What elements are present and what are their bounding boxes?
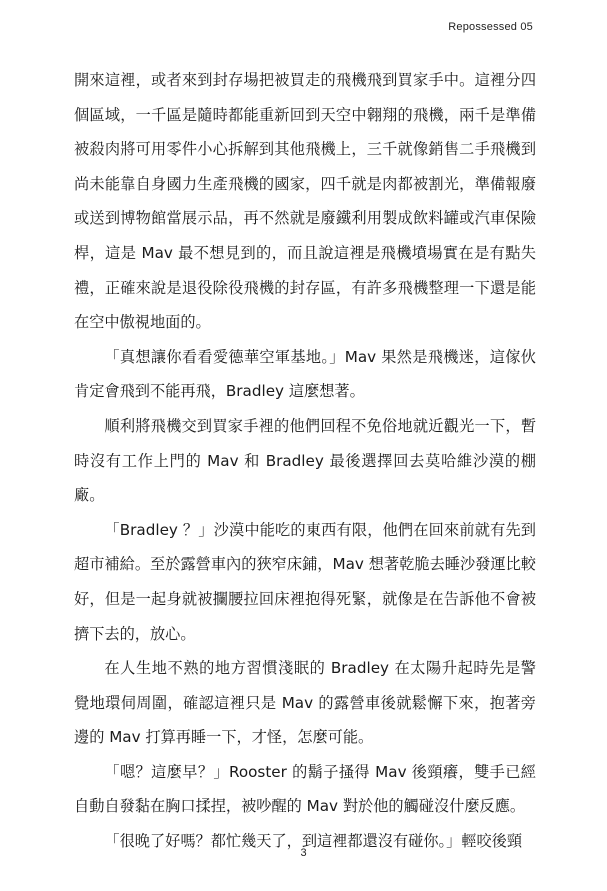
paragraph: 「很晚了好嗎？都忙幾天了，到這裡都還沒有碰你。」輕咬後頸: [104, 832, 523, 851]
paragraph: 「Bradley ？」沙漠中能吃的東西有限，他們在回來前就有先到超市補給。至於露營車內的狹窄床鋪，Mav 想著乾脆去睡沙發運比較好，但是一起身就被攔腰拉回床裡抱得死緊，就像是在告訴他不會被擠下去的，放心。: [74, 520, 536, 643]
paragraph: 「嗯？這麼早？」Rooster 的鬍子搔得 Mav 後頸癢，雙手已經自動自發黏在胸口揉捏，被吵醒的 Mav 對於他的觸碰沒什麼反應。: [74, 762, 536, 816]
paragraph: 順利將飛機交到買家手裡的他們回程不免俗地就近觀光一下，暫時沒有工作上門的 Mav 和 Bradley 最後選擇回去莫哈維沙漠的棚廠。: [74, 416, 536, 505]
paragraph: 「真想讓你看看愛德華空軍基地。」Mav 果然是飛機迷，這傢伙肯定會飛到不能再飛，Bradley 這麼想著。: [74, 347, 536, 401]
running-header: Repossessed 05: [448, 21, 533, 33]
paragraph: 開來這裡，或者來到封存場把被買走的飛機飛到買家手中。這裡分四個區域，一千區是隨時都能重新回到天空中翱翔的飛機，兩千是準備被殺肉將可用零件小心拆解到其他飛機上，三千就像銷售二手飛機到尚未能靠自身國力生產飛機的國家，四千就是肉都被割光，準備報廢或送到博物館當展示品，再不然就是廢鐵利用製成飲料罐或汽車保險桿，這是 Mav 最不想見到的，而且說這裡是飛機墳場實在是有點失禮，正確來說是退役除役飛機的封存區，有許多飛機整理一下還是能在空中傲視地面的。: [74, 71, 536, 332]
paragraph: 在人生地不熟的地方習慣淺眠的 Bradley 在太陽升起時先是警覺地環伺周圍，確認這裡只是 Mav 的露營車後就鬆懈下來，抱著旁邊的 Mav 打算再睡一下，才怪，怎麼可能。: [74, 659, 536, 747]
body-text: [74, 63, 536, 859]
page-number: 3: [300, 847, 307, 859]
